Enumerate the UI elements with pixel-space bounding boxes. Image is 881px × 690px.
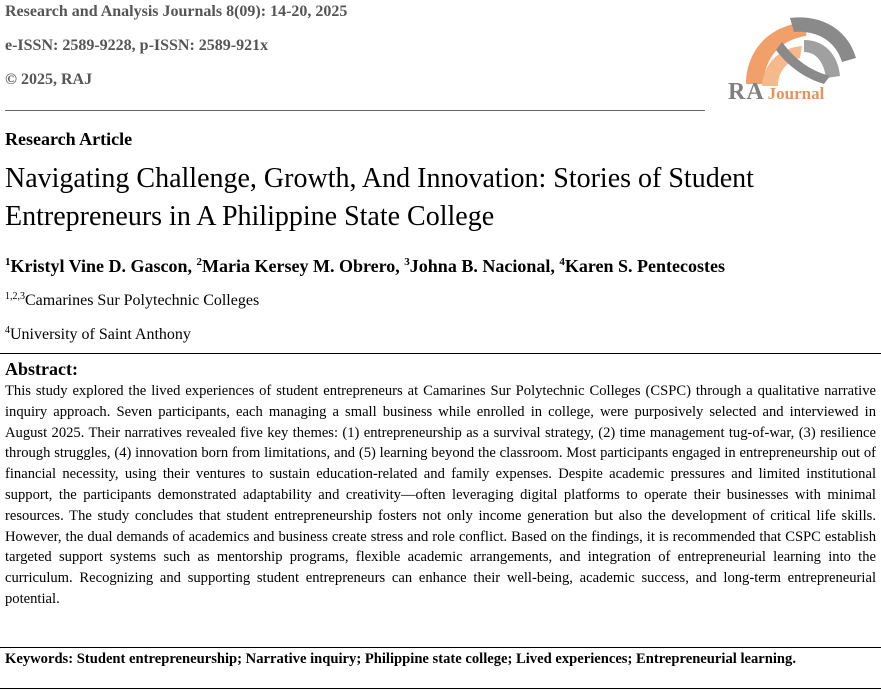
abstract-heading: Abstract: (5, 359, 78, 379)
logo-journal-text: Journal (767, 84, 825, 103)
affiliation-2-sup: 4 (5, 325, 10, 336)
logo-wordmark (728, 80, 824, 107)
keywords-bottom-divider (0, 688, 881, 689)
author-2-sup: 2 (196, 256, 203, 268)
author-list (5, 250, 725, 278)
keywords-line: Keywords: Student entrepreneurship; Narrative inquiry; Philippine state college; Lived experiences; Entrepreneurial learning. (5, 651, 796, 667)
author-4-sup: 4 (559, 256, 565, 268)
keywords-top-divider (0, 647, 881, 648)
article-type-label: Research Article (5, 129, 133, 149)
author-1-sup: 1 (5, 256, 11, 268)
journal-copyright: © 2025, RAJ (5, 71, 93, 88)
header-divider (5, 110, 705, 111)
affiliation-1-name: Camarines Sur Polytechnic Colleges (25, 292, 260, 309)
abstract-top-divider (0, 353, 881, 354)
author-4-name: Karen S. Pentecostes (564, 256, 725, 276)
author-3-sup: 3 (404, 256, 410, 268)
journal-issn: e-ISSN: 2589-9228, p-ISSN: 2589-921x (5, 37, 269, 54)
affiliation-2 (5, 321, 191, 345)
affiliation-2-name: University of Saint Anthony (10, 326, 191, 343)
abstract-body: This study explored the lived experiences of student entrepreneurs at Camarines Sur Polytechnic Colleges (CSPC) through a qualitative narrative inquiry approach. Seven participants, each managing a small business while enrolled in college, were purposively selected and interviewed in August 2025. Their narratives revealed five key themes: (1) entrepreneurship as a survival strategy, (2) time management tug-of-war, (3) resilience through struggles, (4) innovation born from limitations, and (5) learning beyond the classroom. Most participants engaged in entrepreneurship out of financial necessity, using their ventures to sustain education-related and family expenses. Despite academic pressures and limited institutional support, the participants demonstrated adaptability and creativity—often leveraging digital platforms to operate their businesses with minimal resources. The study concludes that student entrepreneurship fosters not only income generation but also the development of critical life skills. However, the dual demands of academics and business create stress and role conflict. Based on the findings, it is recommended that CSPC establish targeted support systems such as mentorship programs, flexible academic arrangements, and integration of entrepreneurial learning into the curriculum. Recognizing and supporting student entrepreneurs can enhance their well-being, academic success, and long-term entrepreneurial potential. (5, 383, 876, 607)
affiliation-1-sup: 1,2,3 (5, 291, 25, 302)
author-1-name: Kristyl Vine D. Gascon, (10, 256, 197, 276)
affiliation-1 (5, 287, 259, 311)
journal-citation: Research and Analysis Journals 8(09): 14-20, 2025 (5, 3, 348, 20)
author-2-name: Maria Kersey M. Obrero, (202, 256, 405, 276)
logo-ra-text: RA (728, 79, 765, 105)
author-3-name: Johna B. Nacional, (409, 256, 560, 276)
article-title: Navigating Challenge, Growth, And Innovation: Stories of Student Entrepreneurs in A Philippine State College (5, 163, 754, 232)
